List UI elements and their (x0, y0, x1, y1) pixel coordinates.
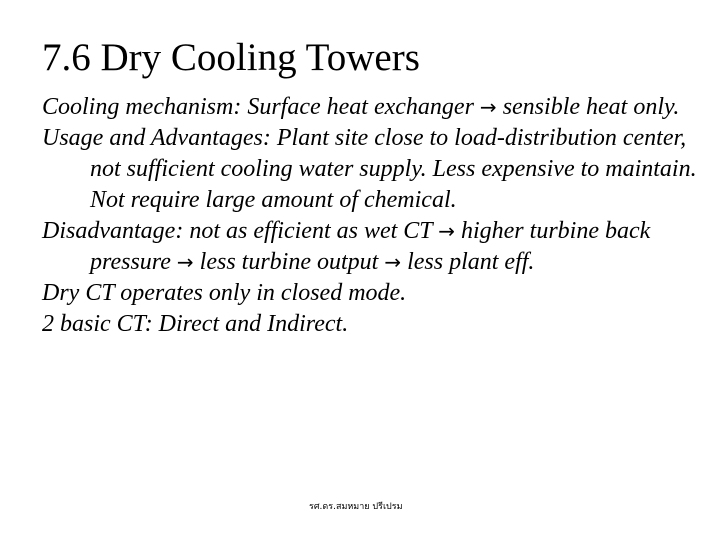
arrow-icon: → (384, 250, 402, 274)
term-usage-advantages: Usage and Advantages (42, 125, 263, 151)
paragraph-usage-advantages (42, 123, 712, 216)
paragraph-disadvantage (42, 216, 712, 278)
slide-title: 7.6 Dry Cooling Towers (42, 36, 420, 79)
term-disadvantage: Disadvantage (42, 218, 176, 244)
colon: : (175, 218, 184, 244)
text: sensible heat only. (496, 94, 680, 120)
slide-body (42, 92, 712, 340)
arrow-icon: → (438, 219, 455, 243)
arrow-icon: → (176, 250, 194, 274)
term-cooling-mechanism: Cooling mechanism (42, 94, 234, 120)
colon: : (233, 94, 242, 120)
text: less plant eff. (401, 249, 535, 275)
paragraph-closed-mode: Dry CT operates only in closed mode. (42, 280, 407, 306)
footer-author: รศ.ดร.สมหมาย ปรีเปรม (309, 502, 403, 512)
text: Plant site close to load-distribution center, not sufficient cooling water supply. Less expensive to maintain. Not require large amount of chemical. (90, 125, 697, 213)
paragraph-cooling-mechanism (42, 92, 712, 123)
colon: : (262, 125, 271, 151)
text: less turbine output (193, 249, 385, 275)
text: higher turbine back pressure (90, 218, 651, 275)
arrow-icon: → (479, 95, 497, 119)
text: not as efficient as wet CT (183, 218, 439, 244)
paragraph-basic-ct: 2 basic CT: Direct and Indirect. (42, 311, 349, 337)
text: Surface heat exchanger (241, 94, 480, 120)
